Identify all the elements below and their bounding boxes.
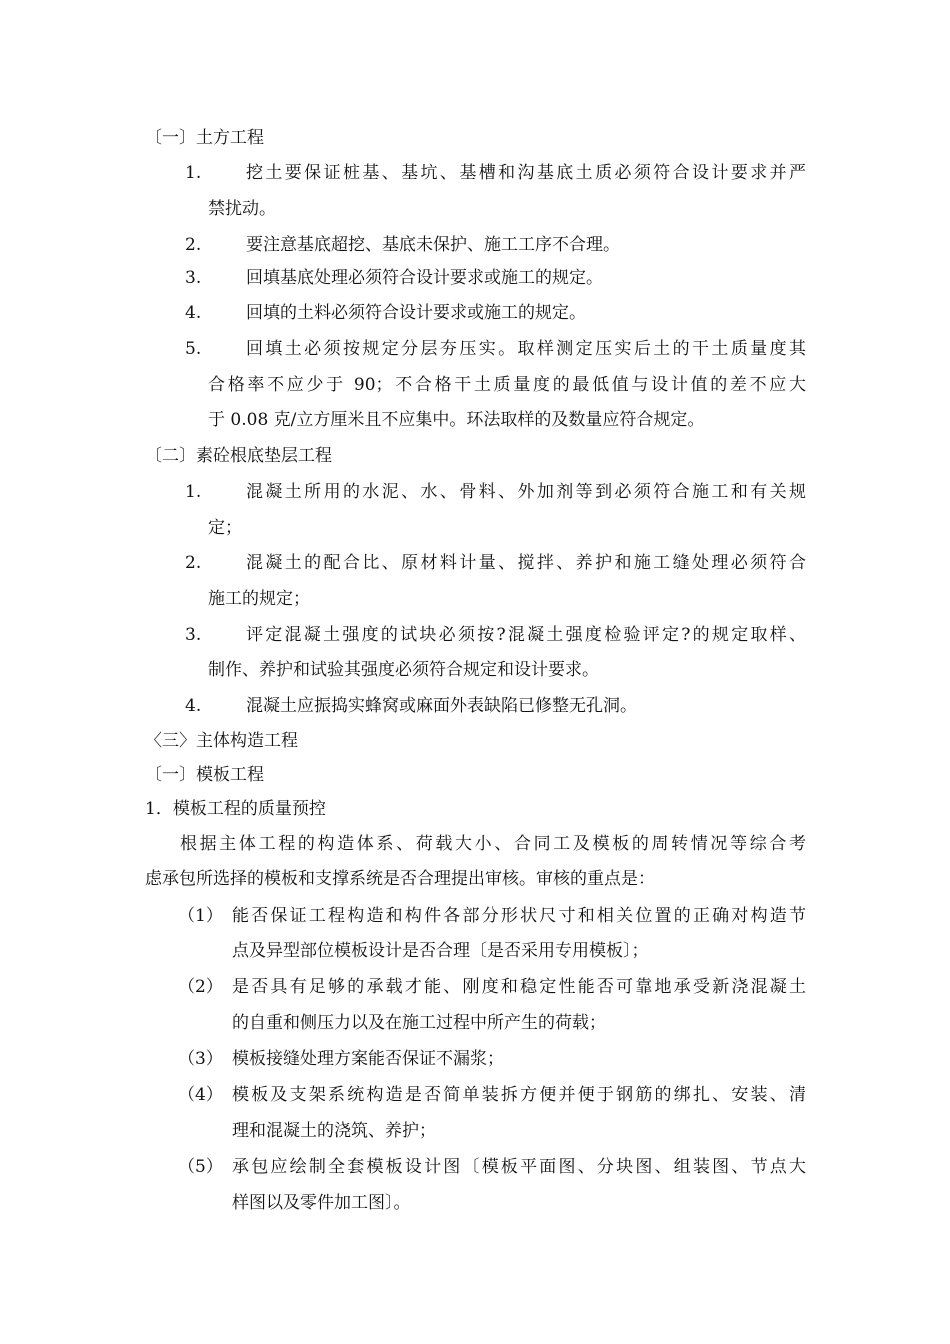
- list-item-text: 定；: [208, 518, 242, 538]
- list-item-number: （5）: [178, 1157, 223, 1177]
- list-item-number: （2）: [178, 977, 223, 997]
- list-item-number: 1.: [185, 482, 202, 502]
- list-item-text: 理和混凝土的浇筑、养护；: [232, 1121, 436, 1141]
- list-item-text: 回填的土料必须符合设计要求或施工的规定。: [246, 303, 586, 323]
- list-item-text: 要注意基底超挖、基底未保护、施工工序不合理。: [246, 235, 620, 255]
- list-item-text: 能否保证工程构造和构件各部分形状尺寸和相关位置的正确对构造节: [232, 906, 806, 926]
- list-item-text: 回填土必须按规定分层夯压实。取样测定压实后土的干土质量度其: [246, 339, 806, 359]
- list-item-text: 混凝土所用的水泥、水、骨料、外加剂等到必须符合施工和有关规: [246, 482, 806, 502]
- list-item-text: 模板接缝处理方案能否保证不漏浆；: [232, 1049, 504, 1069]
- section-heading-main-structure: 〈三〉主体构造工程: [145, 731, 298, 751]
- list-item-number: 4.: [185, 696, 202, 716]
- list-item-text: 禁扰动。: [208, 199, 276, 219]
- list-item-text: 评定混凝土强度的试块必须按?混凝土强度检验评定?的规定取样、: [246, 625, 806, 645]
- paragraph-line: 虑承包所选择的模板和支撑系统是否合理提出审核。审核的重点是：: [145, 869, 655, 889]
- list-item-number: 5.: [185, 339, 202, 359]
- list-item-number: 1.: [185, 163, 202, 183]
- list-item-text: 点及异型部位模板设计是否合理〔是否采用专用模板〕；: [232, 941, 649, 961]
- list-item-text: 的自重和侧压力以及在施工过程中所产生的荷载；: [232, 1013, 606, 1033]
- paragraph-line: 根据主体工程的构造体系、荷载大小、合同工及模板的周转情况等综合考: [180, 834, 806, 854]
- list-item-text: 承包应绘制全套模板设计图〔模板平面图、分块图、组装图、节点大: [232, 1157, 806, 1177]
- list-item-text: 是否具有足够的承载才能、刚度和稳定性能否可靠地承受新浇混凝土: [232, 977, 806, 997]
- list-item-number: 3.: [185, 625, 202, 645]
- list-item-number: 4.: [185, 303, 202, 323]
- list-item-text: 施工的规定；: [208, 589, 310, 609]
- list-item-text: 回填基底处理必须符合设计要求或施工的规定。: [246, 268, 603, 288]
- list-item-text: 混凝土的配合比、原材料计量、搅拌、养护和施工缝处理必须符合: [246, 553, 806, 573]
- list-item-text: 样图以及零件加工图〕。: [232, 1193, 411, 1213]
- list-item-number: （1）: [178, 906, 223, 926]
- list-item-number: （4）: [178, 1085, 223, 1105]
- list-item-text: 于 0.08 克/立方厘米且不应集中。环法取样的及数量应符合规定。: [208, 410, 705, 430]
- section-heading-cushion: 〔二〕素砼根底垫层工程: [145, 446, 332, 466]
- list-item-number: 3.: [185, 268, 202, 288]
- sub-heading-formwork-quality: 1．模板工程的质量预控: [145, 799, 326, 819]
- list-item-text: 合格率不应少于 90；不合格干土质量度的最低值与设计值的差不应大: [208, 375, 806, 395]
- section-heading-earthwork: 〔一〕土方工程: [145, 128, 264, 148]
- list-item-text: 制作、养护和试验其强度必须符合规定和设计要求。: [208, 660, 599, 680]
- list-item-text: 挖土要保证桩基、基坑、基槽和沟基底土质必须符合设计要求并严: [246, 163, 806, 183]
- list-item-text: 混凝土应振捣实蜂窝或麻面外表缺陷已修整无孔洞。: [246, 696, 637, 716]
- list-item-number: （3）: [178, 1049, 223, 1069]
- list-item-number: 2.: [185, 235, 202, 255]
- list-item-number: 2.: [185, 553, 202, 573]
- list-item-text: 模板及支架系统构造是否简单装拆方便并便于钢筋的绑扎、安装、清: [232, 1085, 806, 1105]
- section-heading-formwork: 〔一〕模板工程: [145, 765, 264, 785]
